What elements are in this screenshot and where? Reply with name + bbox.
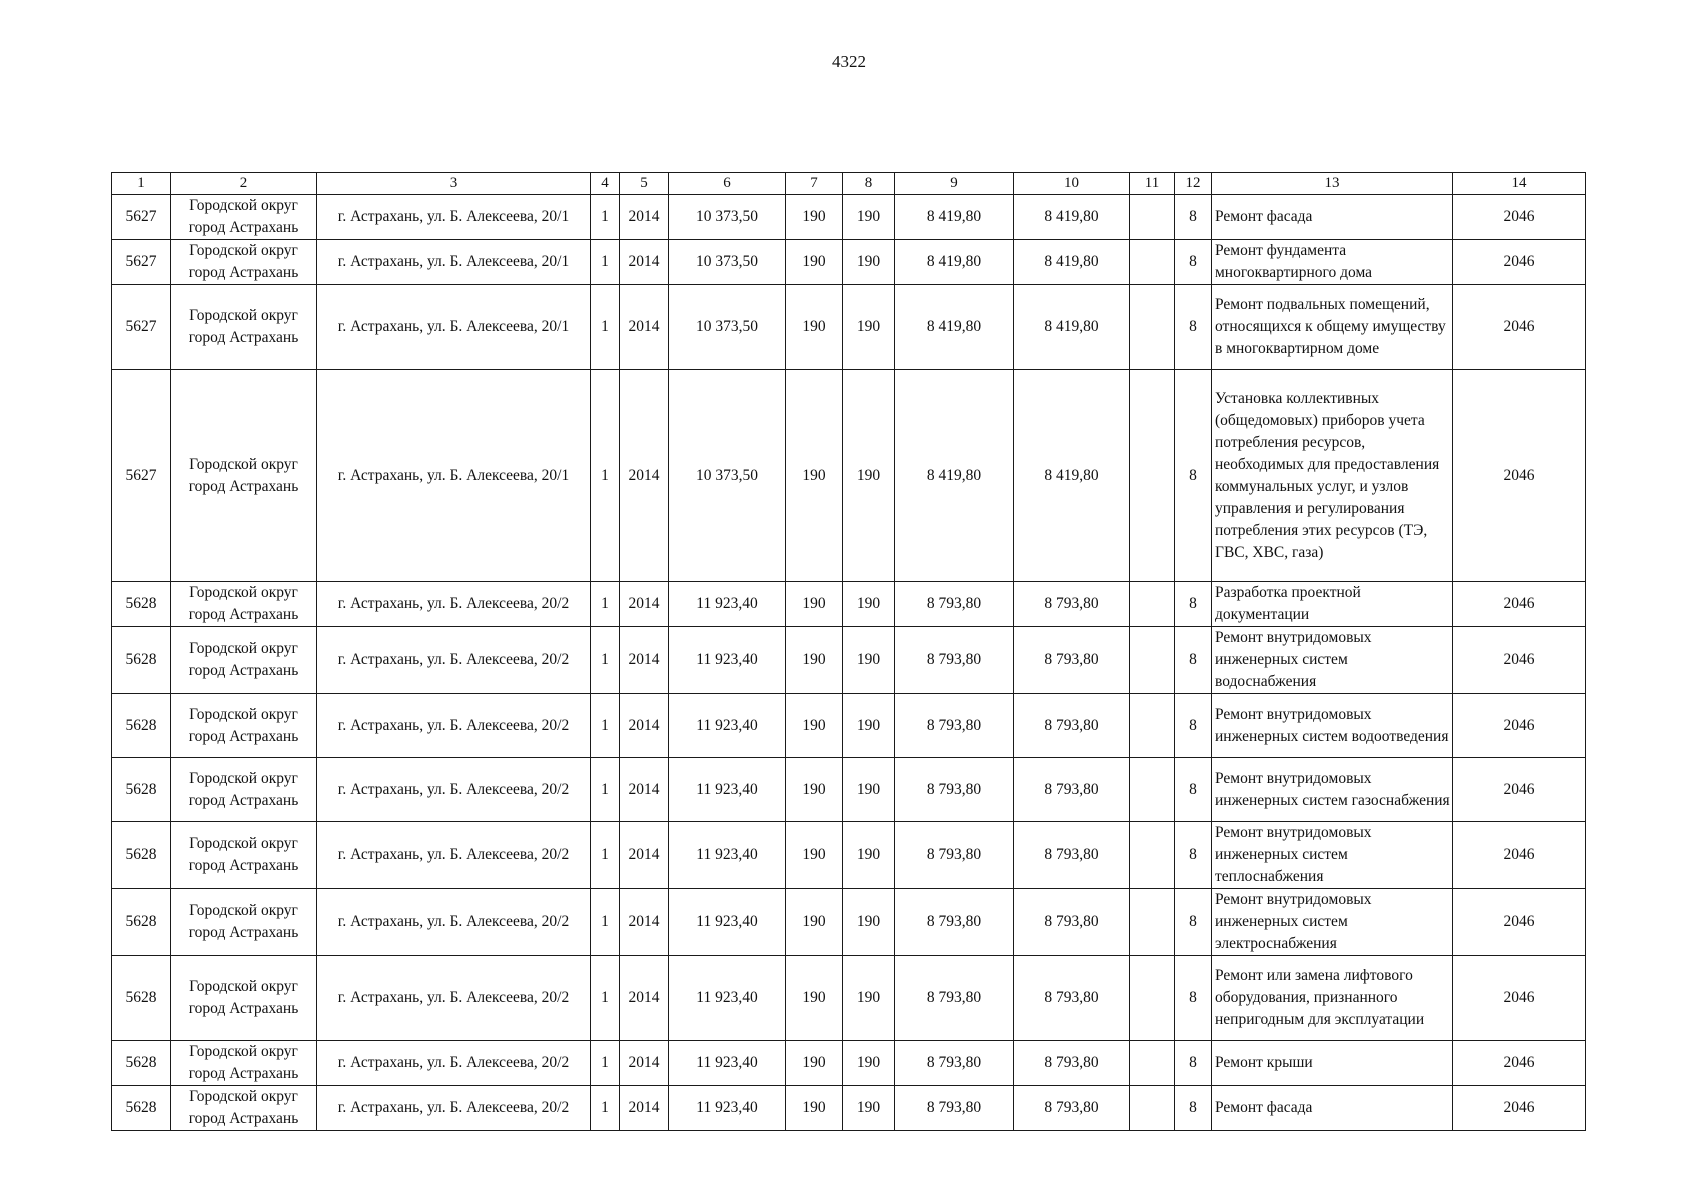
cell-col-4: 1 xyxy=(591,889,620,956)
cell-col-8: 190 xyxy=(843,370,895,582)
cell-col-6: 10 373,50 xyxy=(669,285,786,370)
column-header: 7 xyxy=(786,173,843,195)
table-header xyxy=(112,173,1586,195)
cell-work-type: Ремонт внутридомовых инженерных систем водоотведения xyxy=(1212,694,1453,758)
cell-col-10: 8 419,80 xyxy=(1014,195,1130,240)
cell-year: 2014 xyxy=(620,627,669,694)
cell-col-12: 8 xyxy=(1175,694,1212,758)
cell-col-11 xyxy=(1130,240,1175,285)
cell-col-7: 190 xyxy=(786,822,843,889)
cell-municipality: Городской округ город Астрахань xyxy=(171,285,317,370)
cell-col-6: 11 923,40 xyxy=(669,1086,786,1131)
cell-col-7: 190 xyxy=(786,1041,843,1086)
cell-address: г. Астрахань, ул. Б. Алексеева, 20/2 xyxy=(317,822,591,889)
cell-col-9: 8 793,80 xyxy=(895,956,1014,1041)
column-header: 5 xyxy=(620,173,669,195)
cell-col-11 xyxy=(1130,889,1175,956)
cell-work-type: Установка коллективных (общедомовых) приборов учета потребления ресурсов, необходимых для предоставления коммунальных услуг, и узлов управления и регулирования потребления этих ресурсов (ТЭ, ГВС, ХВС, газа) xyxy=(1212,370,1453,582)
cell-col-11 xyxy=(1130,956,1175,1041)
column-header: 1 xyxy=(112,173,171,195)
cell-col-12: 8 xyxy=(1175,240,1212,285)
cell-record-number: 5628 xyxy=(112,627,171,694)
column-header: 11 xyxy=(1130,173,1175,195)
cell-col-14: 2046 xyxy=(1453,956,1586,1041)
cell-work-type: Ремонт внутридомовых инженерных систем электроснабжения xyxy=(1212,889,1453,956)
cell-record-number: 5627 xyxy=(112,195,171,240)
table-row xyxy=(112,240,1586,285)
cell-col-4: 1 xyxy=(591,582,620,627)
cell-address: г. Астрахань, ул. Б. Алексеева, 20/2 xyxy=(317,758,591,822)
cell-municipality: Городской округ город Астрахань xyxy=(171,694,317,758)
column-number-row xyxy=(112,173,1586,195)
cell-col-14: 2046 xyxy=(1453,370,1586,582)
cell-col-4: 1 xyxy=(591,758,620,822)
cell-col-11 xyxy=(1130,285,1175,370)
column-header: 13 xyxy=(1212,173,1453,195)
cell-record-number: 5628 xyxy=(112,889,171,956)
cell-work-type: Ремонт крыши xyxy=(1212,1041,1453,1086)
table-row xyxy=(112,1086,1586,1131)
cell-record-number: 5628 xyxy=(112,1086,171,1131)
cell-col-14: 2046 xyxy=(1453,627,1586,694)
cell-col-10: 8 419,80 xyxy=(1014,240,1130,285)
cell-work-type: Ремонт внутридомовых инженерных систем газоснабжения xyxy=(1212,758,1453,822)
cell-col-8: 190 xyxy=(843,758,895,822)
cell-col-9: 8 419,80 xyxy=(895,195,1014,240)
cell-col-7: 190 xyxy=(786,195,843,240)
cell-col-8: 190 xyxy=(843,582,895,627)
table-row xyxy=(112,758,1586,822)
cell-col-7: 190 xyxy=(786,1086,843,1131)
cell-municipality: Городской округ город Астрахань xyxy=(171,370,317,582)
cell-address: г. Астрахань, ул. Б. Алексеева, 20/2 xyxy=(317,627,591,694)
cell-col-11 xyxy=(1130,1041,1175,1086)
cell-col-12: 8 xyxy=(1175,758,1212,822)
cell-col-4: 1 xyxy=(591,956,620,1041)
table-row xyxy=(112,195,1586,240)
cell-work-type: Ремонт подвальных помещений, относящихся к общему имуществу в многоквартирном доме xyxy=(1212,285,1453,370)
cell-col-9: 8 793,80 xyxy=(895,582,1014,627)
cell-col-4: 1 xyxy=(591,694,620,758)
cell-year: 2014 xyxy=(620,956,669,1041)
repair-program-table xyxy=(111,172,1586,1131)
cell-col-6: 11 923,40 xyxy=(669,582,786,627)
cell-col-10: 8 793,80 xyxy=(1014,822,1130,889)
column-header: 10 xyxy=(1014,173,1130,195)
cell-col-9: 8 419,80 xyxy=(895,240,1014,285)
cell-col-14: 2046 xyxy=(1453,758,1586,822)
table-row xyxy=(112,1041,1586,1086)
cell-col-4: 1 xyxy=(591,370,620,582)
cell-col-14: 2046 xyxy=(1453,195,1586,240)
cell-work-type: Разработка проектной документации xyxy=(1212,582,1453,627)
cell-col-6: 10 373,50 xyxy=(669,370,786,582)
cell-col-8: 190 xyxy=(843,822,895,889)
cell-col-4: 1 xyxy=(591,1086,620,1131)
cell-col-8: 190 xyxy=(843,240,895,285)
page-number: 4322 xyxy=(832,52,866,71)
cell-address: г. Астрахань, ул. Б. Алексеева, 20/1 xyxy=(317,370,591,582)
cell-col-6: 10 373,50 xyxy=(669,240,786,285)
cell-municipality: Городской округ город Астрахань xyxy=(171,240,317,285)
cell-col-14: 2046 xyxy=(1453,889,1586,956)
cell-col-6: 10 373,50 xyxy=(669,195,786,240)
cell-col-12: 8 xyxy=(1175,285,1212,370)
table-row xyxy=(112,285,1586,370)
cell-col-7: 190 xyxy=(786,582,843,627)
cell-col-4: 1 xyxy=(591,627,620,694)
cell-record-number: 5628 xyxy=(112,1041,171,1086)
cell-col-9: 8 419,80 xyxy=(895,285,1014,370)
cell-col-14: 2046 xyxy=(1453,240,1586,285)
cell-col-10: 8 793,80 xyxy=(1014,1086,1130,1131)
table-row xyxy=(112,889,1586,956)
cell-col-11 xyxy=(1130,627,1175,694)
cell-col-10: 8 419,80 xyxy=(1014,285,1130,370)
column-header: 3 xyxy=(317,173,591,195)
cell-col-14: 2046 xyxy=(1453,1086,1586,1131)
cell-municipality: Городской округ город Астрахань xyxy=(171,1086,317,1131)
cell-municipality: Городской округ город Астрахань xyxy=(171,1041,317,1086)
cell-col-10: 8 793,80 xyxy=(1014,582,1130,627)
cell-col-8: 190 xyxy=(843,694,895,758)
cell-year: 2014 xyxy=(620,822,669,889)
cell-address: г. Астрахань, ул. Б. Алексеева, 20/2 xyxy=(317,1086,591,1131)
cell-address: г. Астрахань, ул. Б. Алексеева, 20/2 xyxy=(317,889,591,956)
cell-col-9: 8 793,80 xyxy=(895,889,1014,956)
cell-col-6: 11 923,40 xyxy=(669,822,786,889)
cell-col-12: 8 xyxy=(1175,1041,1212,1086)
cell-col-11 xyxy=(1130,1086,1175,1131)
cell-address: г. Астрахань, ул. Б. Алексеева, 20/2 xyxy=(317,1041,591,1086)
cell-col-11 xyxy=(1130,694,1175,758)
table-row xyxy=(112,370,1586,582)
cell-col-11 xyxy=(1130,758,1175,822)
cell-col-6: 11 923,40 xyxy=(669,758,786,822)
cell-col-4: 1 xyxy=(591,822,620,889)
cell-col-8: 190 xyxy=(843,956,895,1041)
cell-col-6: 11 923,40 xyxy=(669,956,786,1041)
cell-municipality: Городской округ город Астрахань xyxy=(171,822,317,889)
cell-col-6: 11 923,40 xyxy=(669,694,786,758)
cell-col-11 xyxy=(1130,370,1175,582)
cell-col-10: 8 793,80 xyxy=(1014,956,1130,1041)
cell-col-12: 8 xyxy=(1175,627,1212,694)
cell-year: 2014 xyxy=(620,370,669,582)
cell-record-number: 5627 xyxy=(112,370,171,582)
cell-col-7: 190 xyxy=(786,285,843,370)
column-header: 4 xyxy=(591,173,620,195)
cell-record-number: 5628 xyxy=(112,582,171,627)
cell-col-8: 190 xyxy=(843,1041,895,1086)
cell-col-10: 8 793,80 xyxy=(1014,627,1130,694)
column-header: 12 xyxy=(1175,173,1212,195)
cell-col-9: 8 419,80 xyxy=(895,370,1014,582)
cell-col-14: 2046 xyxy=(1453,1041,1586,1086)
cell-year: 2014 xyxy=(620,195,669,240)
cell-col-10: 8 793,80 xyxy=(1014,758,1130,822)
table-body xyxy=(112,195,1586,1131)
cell-address: г. Астрахань, ул. Б. Алексеева, 20/2 xyxy=(317,956,591,1041)
cell-year: 2014 xyxy=(620,285,669,370)
cell-municipality: Городской округ город Астрахань xyxy=(171,889,317,956)
cell-municipality: Городской округ город Астрахань xyxy=(171,195,317,240)
cell-col-7: 190 xyxy=(786,627,843,694)
cell-col-6: 11 923,40 xyxy=(669,889,786,956)
cell-work-type: Ремонт внутридомовых инженерных систем водоснабжения xyxy=(1212,627,1453,694)
cell-col-12: 8 xyxy=(1175,195,1212,240)
cell-col-9: 8 793,80 xyxy=(895,1086,1014,1131)
cell-address: г. Астрахань, ул. Б. Алексеева, 20/1 xyxy=(317,240,591,285)
cell-municipality: Городской округ город Астрахань xyxy=(171,758,317,822)
cell-col-12: 8 xyxy=(1175,889,1212,956)
cell-address: г. Астрахань, ул. Б. Алексеева, 20/2 xyxy=(317,582,591,627)
cell-col-12: 8 xyxy=(1175,1086,1212,1131)
cell-col-12: 8 xyxy=(1175,582,1212,627)
cell-municipality: Городской округ город Астрахань xyxy=(171,627,317,694)
cell-col-7: 190 xyxy=(786,370,843,582)
cell-col-9: 8 793,80 xyxy=(895,1041,1014,1086)
cell-col-10: 8 793,80 xyxy=(1014,1041,1130,1086)
cell-year: 2014 xyxy=(620,1086,669,1131)
cell-col-10: 8 419,80 xyxy=(1014,370,1130,582)
cell-year: 2014 xyxy=(620,694,669,758)
cell-col-8: 190 xyxy=(843,285,895,370)
table-row xyxy=(112,956,1586,1041)
cell-municipality: Городской округ город Астрахань xyxy=(171,956,317,1041)
cell-col-6: 11 923,40 xyxy=(669,627,786,694)
column-header: 2 xyxy=(171,173,317,195)
cell-col-12: 8 xyxy=(1175,956,1212,1041)
cell-col-7: 190 xyxy=(786,758,843,822)
cell-year: 2014 xyxy=(620,240,669,285)
cell-col-7: 190 xyxy=(786,956,843,1041)
table-row xyxy=(112,627,1586,694)
cell-address: г. Астрахань, ул. Б. Алексеева, 20/1 xyxy=(317,285,591,370)
cell-work-type: Ремонт или замена лифтового оборудования, признанного непригодным для эксплуатации xyxy=(1212,956,1453,1041)
cell-col-8: 190 xyxy=(843,1086,895,1131)
cell-record-number: 5627 xyxy=(112,285,171,370)
cell-col-4: 1 xyxy=(591,240,620,285)
cell-col-9: 8 793,80 xyxy=(895,758,1014,822)
table-row xyxy=(112,582,1586,627)
cell-col-4: 1 xyxy=(591,1041,620,1086)
cell-record-number: 5628 xyxy=(112,822,171,889)
cell-work-type: Ремонт фасада xyxy=(1212,195,1453,240)
cell-col-10: 8 793,80 xyxy=(1014,694,1130,758)
cell-col-12: 8 xyxy=(1175,822,1212,889)
column-header: 14 xyxy=(1453,173,1586,195)
cell-year: 2014 xyxy=(620,889,669,956)
column-header: 6 xyxy=(669,173,786,195)
cell-col-4: 1 xyxy=(591,195,620,240)
cell-year: 2014 xyxy=(620,582,669,627)
cell-col-7: 190 xyxy=(786,240,843,285)
cell-col-6: 11 923,40 xyxy=(669,1041,786,1086)
cell-col-11 xyxy=(1130,822,1175,889)
cell-col-11 xyxy=(1130,582,1175,627)
cell-col-9: 8 793,80 xyxy=(895,694,1014,758)
cell-year: 2014 xyxy=(620,1041,669,1086)
cell-record-number: 5628 xyxy=(112,694,171,758)
cell-year: 2014 xyxy=(620,758,669,822)
cell-col-7: 190 xyxy=(786,694,843,758)
cell-address: г. Астрахань, ул. Б. Алексеева, 20/2 xyxy=(317,694,591,758)
cell-col-14: 2046 xyxy=(1453,822,1586,889)
column-header: 9 xyxy=(895,173,1014,195)
cell-col-8: 190 xyxy=(843,195,895,240)
cell-col-4: 1 xyxy=(591,285,620,370)
cell-col-7: 190 xyxy=(786,889,843,956)
cell-col-9: 8 793,80 xyxy=(895,822,1014,889)
cell-col-14: 2046 xyxy=(1453,582,1586,627)
cell-work-type: Ремонт фасада xyxy=(1212,1086,1453,1131)
cell-record-number: 5628 xyxy=(112,758,171,822)
table-row xyxy=(112,694,1586,758)
cell-address: г. Астрахань, ул. Б. Алексеева, 20/1 xyxy=(317,195,591,240)
column-header: 8 xyxy=(843,173,895,195)
cell-record-number: 5627 xyxy=(112,240,171,285)
cell-work-type: Ремонт фундамента многоквартирного дома xyxy=(1212,240,1453,285)
cell-col-9: 8 793,80 xyxy=(895,627,1014,694)
cell-municipality: Городской округ город Астрахань xyxy=(171,582,317,627)
cell-col-12: 8 xyxy=(1175,370,1212,582)
cell-col-11 xyxy=(1130,195,1175,240)
cell-col-14: 2046 xyxy=(1453,694,1586,758)
cell-record-number: 5628 xyxy=(112,956,171,1041)
cell-col-8: 190 xyxy=(843,627,895,694)
cell-col-14: 2046 xyxy=(1453,285,1586,370)
cell-col-10: 8 793,80 xyxy=(1014,889,1130,956)
cell-col-8: 190 xyxy=(843,889,895,956)
cell-work-type: Ремонт внутридомовых инженерных систем теплоснабжения xyxy=(1212,822,1453,889)
table-row xyxy=(112,822,1586,889)
